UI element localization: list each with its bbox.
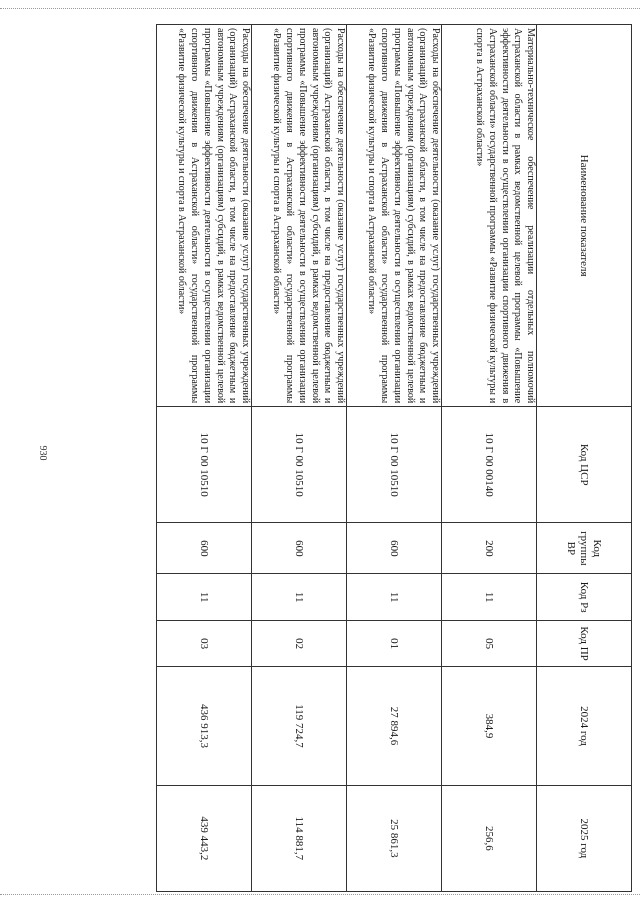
cell-vr: 200 bbox=[442, 523, 537, 574]
page-number: 930 bbox=[37, 445, 48, 461]
budget-table bbox=[156, 24, 632, 892]
header-rz: Код Рз bbox=[537, 574, 632, 620]
cell-pr: 02 bbox=[252, 620, 347, 666]
rotated-table-wrapper bbox=[156, 24, 632, 892]
cell-name: Расходы на обеспечение деятельности (оказание услуг) государственных учреждений (организаций) Астраханской области, в том числе на предоставление бюджетным и автономным учреждениям (организациям) субсидий, в рамках ведомственной целевой программы «Повышение эффективности деятельности в осуществлении организации спортивного движения в Астраханской области» государственной программы «Развитие физической культуры и спорта в Астраханской области» bbox=[252, 25, 347, 407]
cell-rz: 11 bbox=[157, 574, 252, 620]
cell-name: Расходы на обеспечение деятельности (оказание услуг) государственных учреждений (организаций) Астраханской области, в том числе на предоставление бюджетным и автономным учреждениям (организациям) субсидий, в рамках ведомственной целевой программы «Повышение эффективности деятельности в осуществлении организации спортивного движения в Астраханской области» государственной программы «Развитие физической культуры и спорта в Астраханской области» bbox=[157, 25, 252, 407]
cell-name: Материально-техническое обеспечение реализации отдельных полномочий Астраханской области в рамках ведомственной целевой программы «Повышение эффективности деятельности в осуществлении организации спортивного движения в Астраханской области» государственной программы «Развитие физической культуры и спорта в Астраханской области» bbox=[442, 25, 537, 407]
cell-name: Расходы на обеспечение деятельности (оказание услуг) государственных учреждений (организаций) Астраханской области, в том числе на предоставление бюджетным и автономным учреждениям (организациям) субсидий, в рамках ведомственной целевой программы «Повышение эффективности деятельности в осуществлении организации спортивного движения в Астраханской области» государственной программы «Развитие физической культуры и спорта в Астраханской области» bbox=[347, 25, 442, 407]
cell-2025: 114 881,7 bbox=[252, 785, 347, 891]
table-row bbox=[442, 25, 537, 892]
header-2024: 2024 год bbox=[537, 667, 632, 785]
cell-csr: 10 Г 00 10510 bbox=[347, 407, 442, 523]
header-2025: 2025 год bbox=[537, 785, 632, 891]
cell-vr: 600 bbox=[252, 523, 347, 574]
scan-edge-bottom bbox=[0, 894, 640, 896]
cell-vr: 600 bbox=[157, 523, 252, 574]
cell-csr: 10 Г 00 10510 bbox=[157, 407, 252, 523]
table-header-row bbox=[537, 25, 632, 892]
table-row bbox=[157, 25, 252, 892]
header-csr: Код ЦСР bbox=[537, 407, 632, 523]
cell-2025: 439 443,2 bbox=[157, 785, 252, 891]
header-vr: Код группы ВР bbox=[537, 523, 632, 574]
cell-pr: 05 bbox=[442, 620, 537, 666]
cell-rz: 11 bbox=[252, 574, 347, 620]
cell-2024: 384,9 bbox=[442, 667, 537, 785]
cell-2025: 25 861,3 bbox=[347, 785, 442, 891]
cell-2025: 256,6 bbox=[442, 785, 537, 891]
cell-pr: 03 bbox=[157, 620, 252, 666]
cell-2024: 119 724,7 bbox=[252, 667, 347, 785]
cell-rz: 11 bbox=[442, 574, 537, 620]
cell-rz: 11 bbox=[347, 574, 442, 620]
cell-csr: 10 Г 00 10510 bbox=[252, 407, 347, 523]
scan-edge-top bbox=[0, 8, 640, 10]
header-pr: Код ПР bbox=[537, 620, 632, 666]
cell-2024: 27 894,6 bbox=[347, 667, 442, 785]
header-name: Наименование показателя bbox=[537, 25, 632, 407]
cell-2024: 436 913,3 bbox=[157, 667, 252, 785]
cell-pr: 01 bbox=[347, 620, 442, 666]
table-row bbox=[252, 25, 347, 892]
cell-vr: 600 bbox=[347, 523, 442, 574]
table-row bbox=[347, 25, 442, 892]
cell-csr: 10 Г 00 00140 bbox=[442, 407, 537, 523]
